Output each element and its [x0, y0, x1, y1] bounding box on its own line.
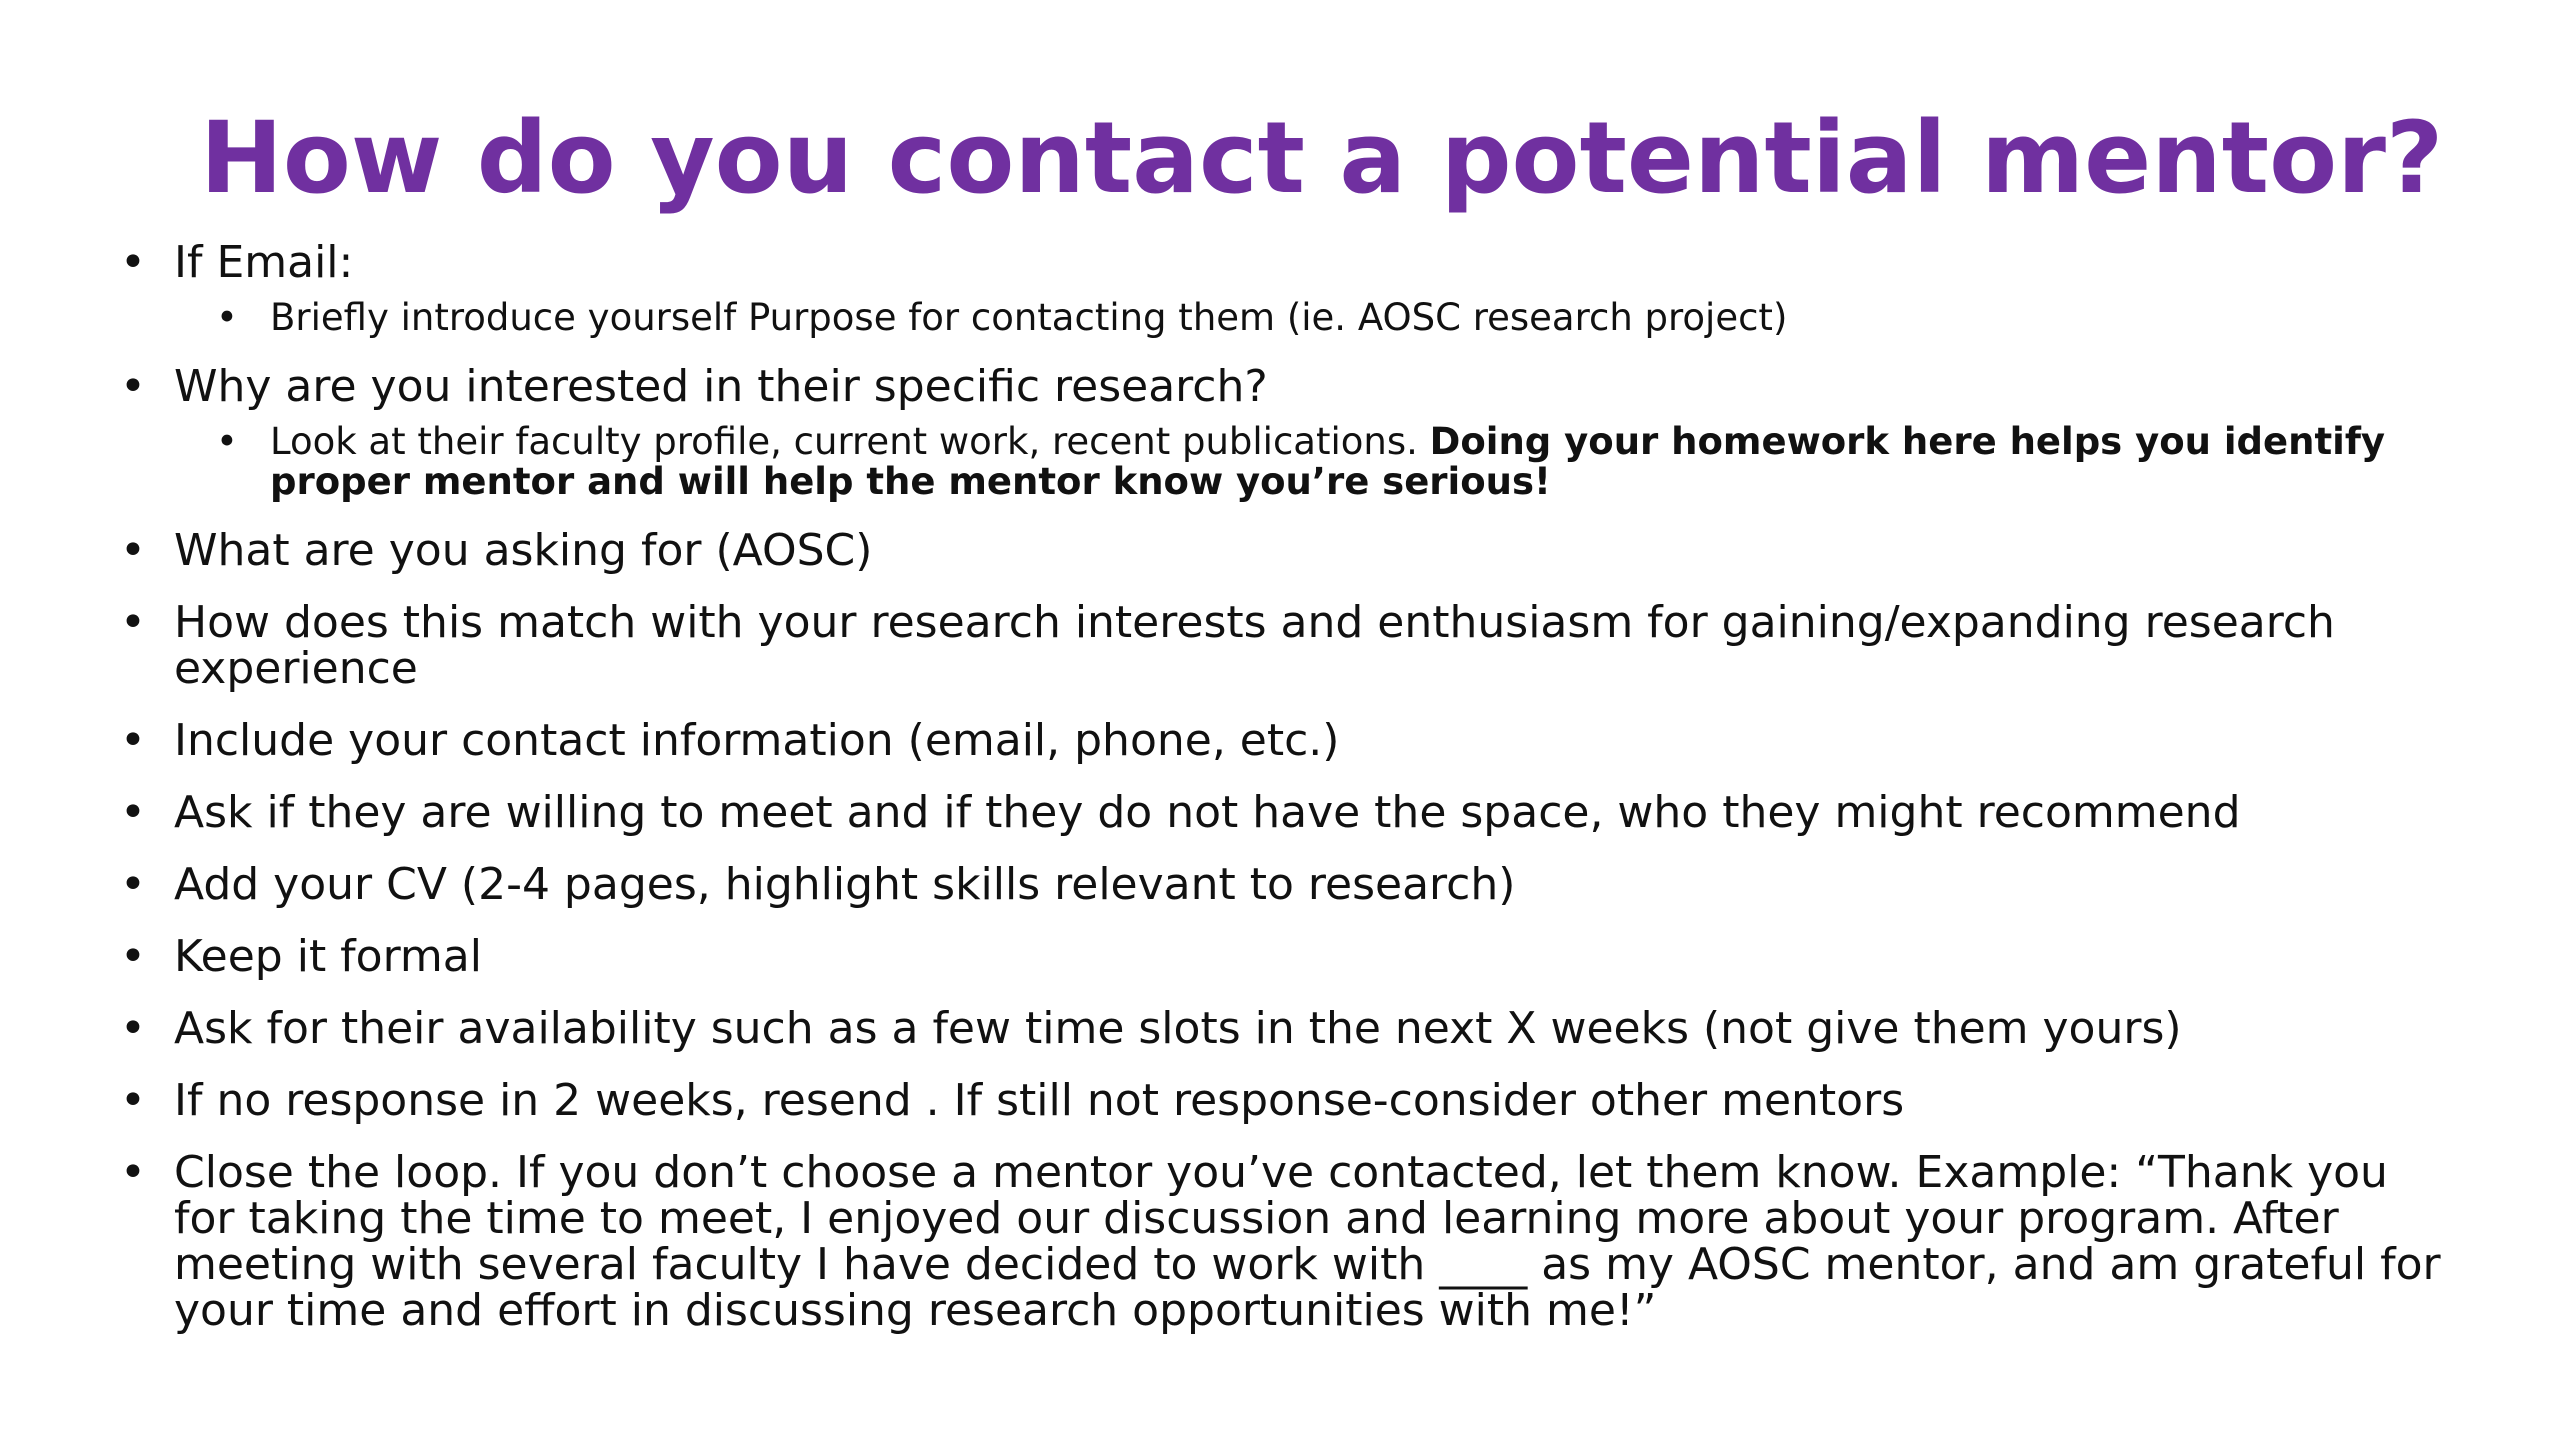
bullet-text: Ask if they are willing to meet and if they do not have the space, who they might recommend [174, 787, 2241, 838]
bullet-text: Ask for their availability such as a few time slots in the next X weeks (not give them yours) [174, 1003, 2182, 1054]
slide-content [120, 237, 2460, 1360]
bullet-if-email [120, 237, 2460, 339]
bullet-list [120, 237, 2460, 1336]
bullet-contact-info [120, 715, 2460, 766]
sub-bullet-introduce [216, 298, 2460, 338]
sub-bullet-text: Look at their faculty profile, current work, recent publications. [270, 420, 1430, 463]
bullet-keep-formal [120, 931, 2460, 982]
bullet-match-interests [120, 597, 2460, 694]
sub-bullet-bold-text: Doing your homework here helps you identify proper mentor and will help the mentor know you’re serious! [270, 420, 2386, 503]
bullet-close-loop [120, 1147, 2460, 1336]
bullet-no-response [120, 1075, 2460, 1126]
bullet-why-interested [120, 361, 2460, 503]
bullet-ask-meet [120, 787, 2460, 838]
sub-bullet-text: Briefly introduce yourself Purpose for contacting them (ie. AOSC research project) [270, 296, 1788, 339]
sub-bullet-list [174, 298, 2460, 338]
slide-title: How do you contact a potential mentor? [200, 101, 2444, 216]
bullet-text: If no response in 2 weeks, resend . If still not response-consider other mentors [174, 1075, 1905, 1126]
sub-bullet-list [174, 422, 2460, 502]
bullet-text: Why are you interested in their specific research? [174, 361, 1268, 412]
bullet-text: Keep it formal [174, 931, 482, 982]
bullet-text: How does this match with your research interests and enthusiasm for gaining/expanding research experience [174, 597, 2335, 694]
bullet-add-cv [120, 859, 2460, 910]
bullet-text: Close the loop. If you don’t choose a mentor you’ve contacted, let them know. Example: “Thank you for taking the time to meet, I enjoyed our discussion and learning more about your program. After meeting with several faculty I have decided to work with ____ as my AOSC mentor, and am grateful for your time and effort in discussing research opportunities with me!” [174, 1147, 2441, 1336]
bullet-what-asking [120, 525, 2460, 576]
bullet-availability [120, 1003, 2460, 1054]
bullet-text: If Email: [174, 237, 354, 288]
bullet-text: What are you asking for (AOSC) [174, 525, 873, 576]
bullet-text: Include your contact information (email, phone, etc.) [174, 715, 1340, 766]
sub-bullet-faculty-profile [216, 422, 2460, 502]
bullet-text: Add your CV (2-4 pages, highlight skills relevant to research) [174, 859, 1516, 910]
